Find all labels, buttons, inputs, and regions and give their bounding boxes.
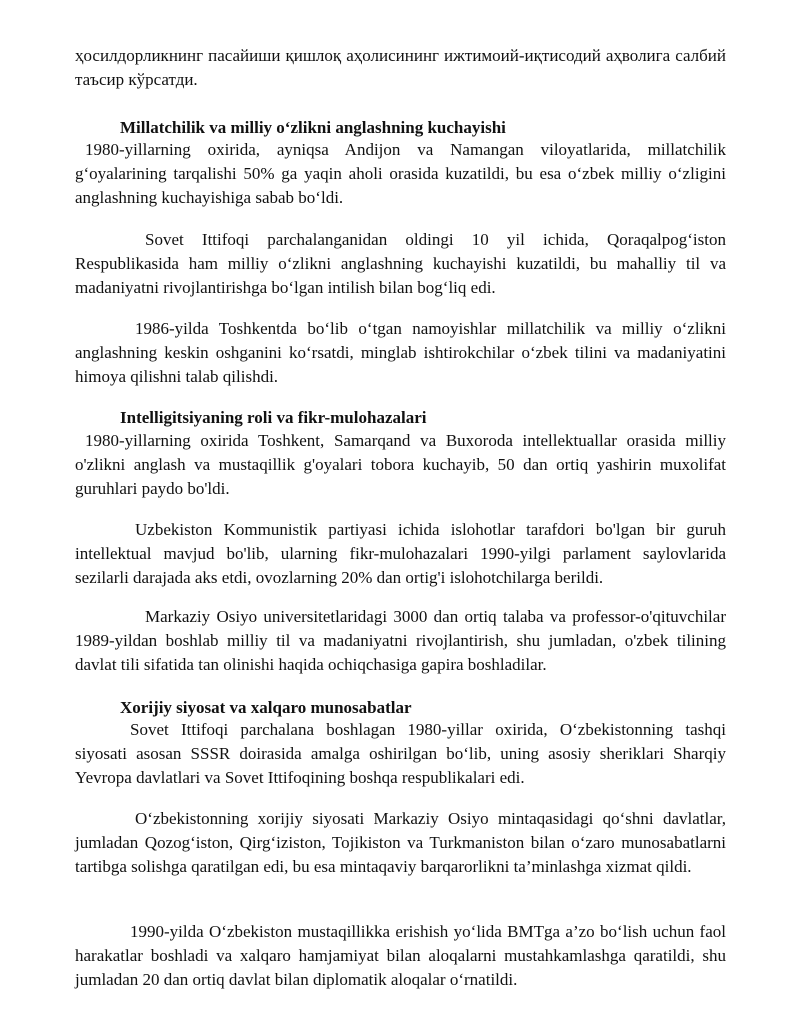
paragraph-nationalism-3: 1986-yilda Toshkentda boʻlib oʻtgan namoyishlar millatchilik va milliy oʻzlikni anglashning keskin oshganini koʻrsatdi, minglab ishtirokchilar oʻzbek tilini va madaniyatini himoya qilishni talab qilishdi. <box>75 319 726 386</box>
section-heading-nationalism: Millatchilik va milliy oʻzlikni anglashning kuchayishi <box>120 118 506 137</box>
paragraph-nationalism-2: Sovet Ittifoqi parchalanganidan oldingi 10 yil ichida, Qoraqalpogʻiston Respublikasida ham milliy oʻzlikni anglashning kuchayishi kuzatildi, bu mahalliy til va madaniyatni rivojlantirishga boʻlgan intilish bilan bogʻliq edi. <box>75 230 726 297</box>
paragraph-foreign-policy-2: Oʻzbekistonning xorijiy siyosati Markaziy Osiyo mintaqasidagi qoʻshni davlatlar, jumladan Qozogʻiston, Qirgʻiziston, Tojikiston va Turkmaniston bilan oʻzaro munosabatlarni tartibga solishga qaratilgan edi, bu esa mintaqaviy barqarorlikni ta’minlashga xizmat qildi. <box>75 809 726 876</box>
paragraph-intelligentsia-1: 1980-yillarning oxirida Toshkent, Samarqand va Buxoroda intellektuallar orasida milliy o'zlikni anglash va mustaqillik g'oyalari tobora kuchayib, 50 dan ortiq yashirin muxolifat guruhlari paydo bo'ldi. <box>75 431 726 498</box>
section-heading-intelligentsia: Intelligitsiyaning roli va fikr-mulohazalari <box>120 408 427 427</box>
paragraph-intelligentsia-3: Markaziy Osiyo universitetlaridagi 3000 dan ortiq talaba va professor-o'qituvchilar 1989-yildan boshlab milliy til va madaniyatni rivojlantirish, shu jumladan, o'zbek tilining davlat tili sifatida tan olinishi haqida ochiqchasiga gapira boshladilar. <box>75 607 726 674</box>
intro-paragraph: ҳосилдорликнинг пасайиши қишлоқ аҳолисининг ижтимоий-иқтисодий аҳволига салбий таъсир кўрсатди. <box>75 46 726 89</box>
paragraph-foreign-policy-3: 1990-yilda Oʻzbekiston mustaqillikka erishish yoʻlida BMTga a’zo boʻlish uchun faol harakatlar boshladi va xalqaro hamjamiyat bilan aloqalarni mustahkamlashga qaratildi, shu jumladan 20 dan ortiq davlat bilan diplomatik aloqalar oʻrnatildi. <box>75 922 726 989</box>
paragraph-foreign-policy-1: Sovet Ittifoqi parchalana boshlagan 1980-yillar oxirida, Oʻzbekistonning tashqi siyosati asosan SSSR doirasida amalga oshirilgan boʻlib, uning asosiy sheriklari Sharqiy Yevropa davlatlari va Sovet Ittifoqining boshqa respublikalari edi. <box>75 720 726 787</box>
paragraph-nationalism-1: 1980-yillarning oxirida, ayniqsa Andijon va Namangan viloyatlarida, millatchilik gʻoyalarining tarqalishi 50% ga yaqin aholi orasida kuzatildi, bu esa oʻzbek milliy oʻzligini anglashning kuchayishiga sabab boʻldi. <box>75 140 726 207</box>
paragraph-intelligentsia-2: Uzbekiston Kommunistik partiyasi ichida islohotlar tarafdori bo'lgan bir guruh intellektual mavjud bo'lib, ularning fikr-mulohazalari 1990-yilgi parlament saylovlarida sezilarli darajada aks etdi, ovozlarning 20% dan ortig'i islohotchilarga berildi. <box>75 520 726 587</box>
section-heading-foreign-policy: Xorijiy siyosat va xalqaro munosabatlar <box>120 698 412 717</box>
